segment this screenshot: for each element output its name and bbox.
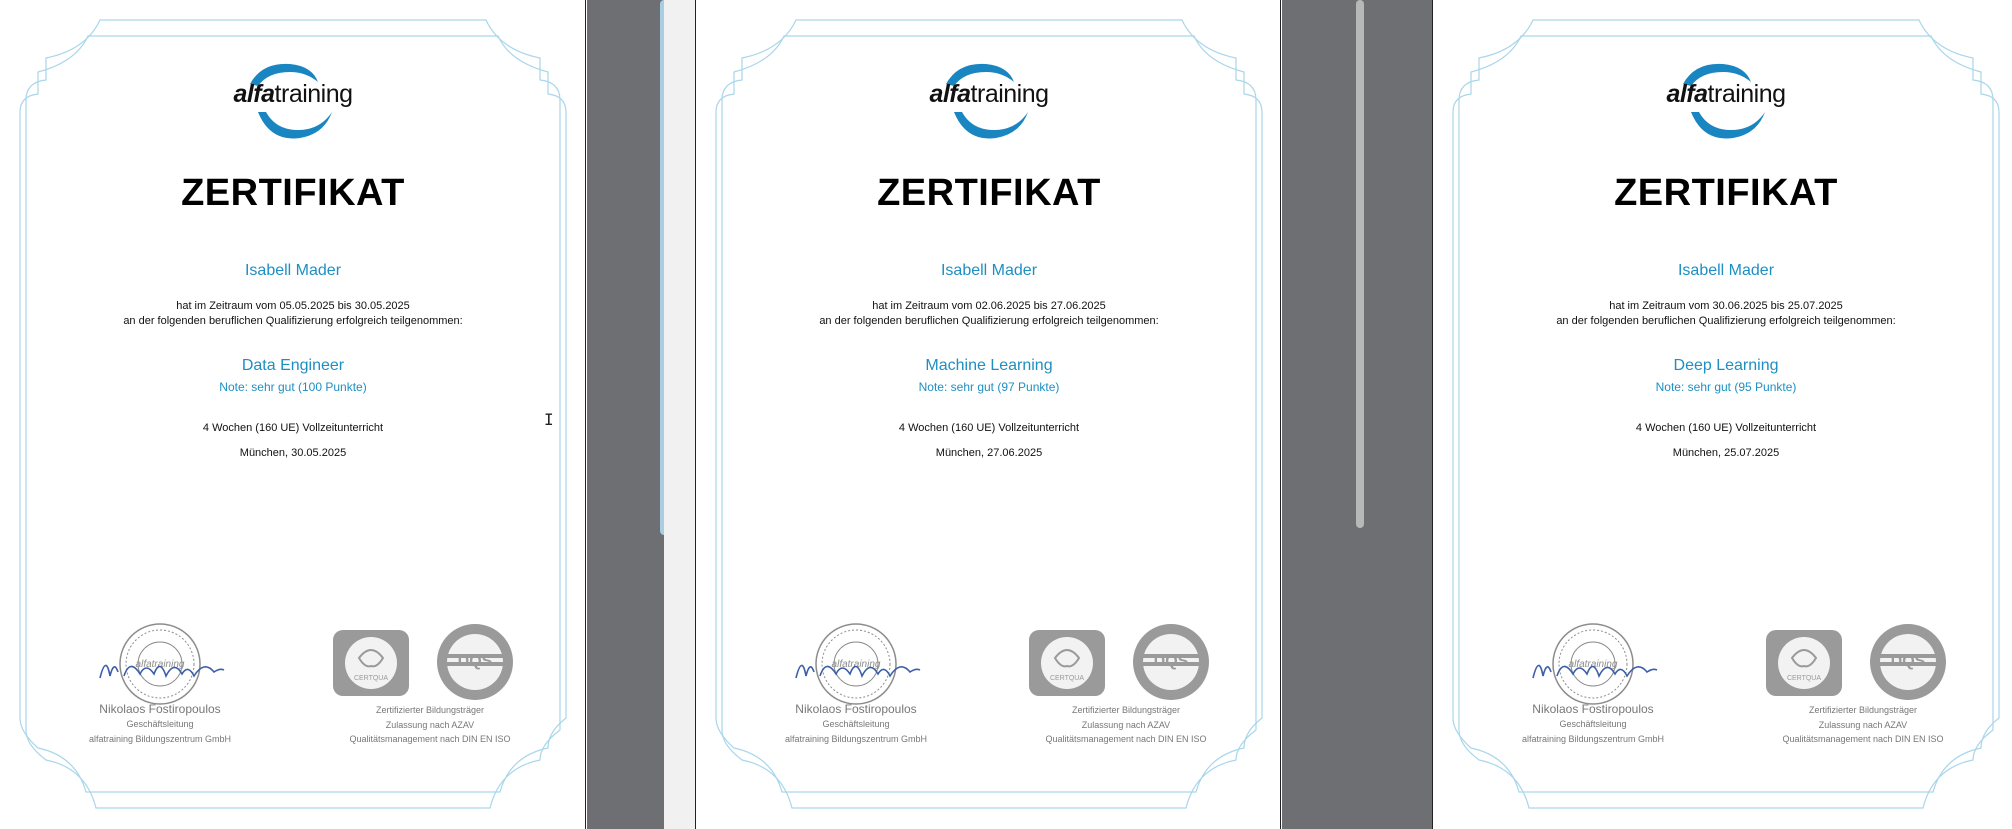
certificate-page-1 (0, 0, 586, 829)
course-period: hat im Zeitraum vom 05.05.2025 bis 30.05.2025 (176, 300, 410, 312)
recipient-name: Isabell Mader (1677, 262, 1775, 279)
logo-wordmark: alfatraining (929, 80, 1049, 108)
course-grade: Note: sehr gut (100 Punkte) (219, 380, 367, 394)
handwritten-signature (96, 650, 226, 686)
signatory-name: Nikolaos Fostiropoulos (1532, 702, 1654, 716)
signatory-role: Geschäftsleitung (126, 719, 194, 729)
svg-text:alfatraining: alfatraining (831, 659, 881, 670)
signatory-role: Geschäftsleitung (822, 719, 890, 729)
document-pane-2[interactable] (664, 0, 1371, 829)
document-pane-3[interactable] (1371, 0, 2012, 829)
signatory-role: Geschäftsleitung (1559, 719, 1627, 729)
course-grade: Note: sehr gut (97 Punkte) (918, 380, 1060, 394)
accreditation-line-3: Qualitätsmanagement nach DIN EN ISO (349, 734, 511, 744)
pane-gutter (1371, 0, 1432, 829)
svg-text:alfatraining: alfatraining (1568, 659, 1618, 670)
course-duration: 4 Wochen (160 UE) Vollzeitunterricht (898, 422, 1080, 434)
svg-text:CERTQUA: CERTQUA (353, 675, 389, 682)
signatory-organization: alfatraining Bildungszentrum GmbH (784, 734, 928, 744)
pane-gutter (664, 0, 695, 829)
certqua-badge-icon (1027, 628, 1107, 698)
issue-place-date: München, 30.05.2025 (239, 447, 347, 459)
course-period: hat im Zeitraum vom 30.06.2025 bis 25.07.2025 (1609, 300, 1843, 312)
accreditation-line-3: Qualitätsmanagement nach DIN EN ISO (1782, 734, 1944, 744)
certificate-page-3 (1432, 0, 2012, 829)
accreditation-line-1: Zertifizierter Bildungsträger (1808, 705, 1918, 715)
handwritten-signature (1529, 650, 1659, 686)
svg-text:CERTQUA: CERTQUA (1049, 675, 1085, 682)
issue-place-date: München, 27.06.2025 (935, 447, 1043, 459)
completion-statement: an der folgenden beruflichen Qualifizierung erfolgreich teilgenommen: (123, 315, 463, 327)
svg-text:DQS: DQS (1890, 653, 1926, 670)
logo-wordmark: alfatraining (233, 80, 353, 108)
course-title: Machine Learning (925, 357, 1053, 374)
signatory-organization: alfatraining Bildungszentrum GmbH (1521, 734, 1665, 744)
completion-statement: an der folgenden beruflichen Qualifizierung erfolgreich teilgenommen: (819, 315, 1159, 327)
logo-wordmark: alfatraining (1666, 80, 1786, 108)
certificate-page-2 (695, 0, 1281, 829)
issue-place-date: München, 25.07.2025 (1672, 447, 1780, 459)
certificate-title: ZERTIFIKAT (181, 172, 405, 214)
certificate-title: ZERTIFIKAT (1614, 172, 1838, 214)
course-grade: Note: sehr gut (95 Punkte) (1655, 380, 1797, 394)
handwritten-signature (792, 650, 922, 686)
course-period: hat im Zeitraum vom 02.06.2025 bis 27.06.2025 (872, 300, 1106, 312)
text-cursor-icon: I (544, 410, 554, 429)
signatory-name: Nikolaos Fostiropoulos (99, 702, 221, 716)
accreditation-line-2: Zulassung nach AZAV (1081, 720, 1171, 730)
certqua-badge-icon (331, 628, 411, 698)
accreditation-line-3: Qualitätsmanagement nach DIN EN ISO (1045, 734, 1207, 744)
svg-text:DQS: DQS (1153, 653, 1189, 670)
svg-text:alfatraining: alfatraining (135, 659, 185, 670)
course-title: Data Engineer (241, 357, 345, 374)
pane-gutter (587, 0, 664, 829)
recipient-name: Isabell Mader (940, 262, 1038, 279)
scrollbar-thumb[interactable] (1356, 0, 1364, 528)
svg-text:CERTQUA: CERTQUA (1786, 675, 1822, 682)
recipient-name: Isabell Mader (244, 262, 342, 279)
document-pane-1[interactable] (0, 0, 664, 829)
course-duration: 4 Wochen (160 UE) Vollzeitunterricht (202, 422, 384, 434)
course-duration: 4 Wochen (160 UE) Vollzeitunterricht (1635, 422, 1817, 434)
course-title: Deep Learning (1673, 357, 1779, 374)
accreditation-line-2: Zulassung nach AZAV (385, 720, 475, 730)
dqs-iso-badge-icon (1122, 622, 1220, 702)
certqua-badge-icon (1764, 628, 1844, 698)
accreditation-line-1: Zertifizierter Bildungsträger (1071, 705, 1181, 715)
accreditation-line-1: Zertifizierter Bildungsträger (375, 705, 485, 715)
signatory-name: Nikolaos Fostiropoulos (795, 702, 917, 716)
dqs-iso-badge-icon (426, 622, 524, 702)
svg-text:DQS: DQS (457, 653, 493, 670)
accreditation-line-2: Zulassung nach AZAV (1818, 720, 1908, 730)
dqs-iso-badge-icon (1859, 622, 1957, 702)
certificate-title: ZERTIFIKAT (877, 172, 1101, 214)
signatory-organization: alfatraining Bildungszentrum GmbH (88, 734, 232, 744)
completion-statement: an der folgenden beruflichen Qualifizierung erfolgreich teilgenommen: (1556, 315, 1896, 327)
